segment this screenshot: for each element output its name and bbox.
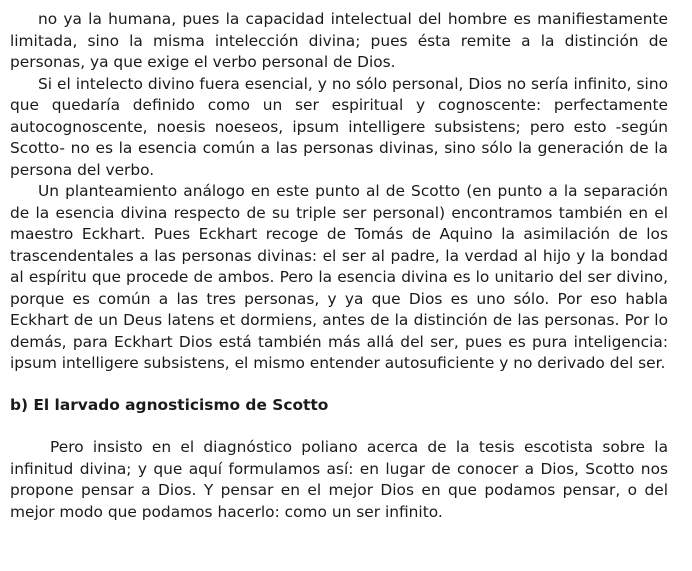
paragraph-3: Un planteamiento análogo en este punto al de Scotto (en punto a la separación de la esencia divina respecto de su triple ser personal) encontramos también en el maestro Eckhart. Pues Eckhart recoge de Tomás de Aquino la asimilación de los trascendentales a las personas divinas: el ser al padre, la verdad al hijo y la bondad al espíritu que procede de ambos. Pero la esencia divina es lo unitario del ser divino, porque es común a las tres personas, y ya que Dios es uno sólo. Por eso habla Eckhart de un Deus latens et dormiens, antes de la distinción de las personas. Por lo demás, para Eckhart Dios está también más allá del ser, pues es pura inteligencia: ipsum intelligere subsistens, el mismo entender autosuficiente y no derivado del ser. <box>10 182 668 372</box>
paragraph-2: Si el intelecto divino fuera esencial, y no sólo personal, Dios no sería infinito, sino que quedaría definido como un ser espiritual y cognoscente: perfectamente autocognoscente, noesis noeseos, ipsum intelligere subsistens; pero esto -según Scotto- no es la esencia común a las personas divinas, sino sólo la generación de la persona del verbo. <box>10 74 668 179</box>
document-page <box>10 9 668 523</box>
paragraph-1: no ya la humana, pues la capacidad intelectual del hombre es manifiestamente limitada, sino la misma intelección divina; pues ésta remite a la distinción de personas, ya que exige el verbo personal de Dios. <box>10 10 668 71</box>
section-paragraph: Pero insisto en el diagnóstico poliano acerca de la tesis escotista sobre la infinitud divina; y que aquí formulamos así: en lugar de conocer a Dios, Scotto nos propone pensar a Dios. Y pensar en el mejor Dios en que podamos pensar, o del mejor modo que podamos hacerlo: como un ser infinito. <box>10 438 668 521</box>
section-heading: b) El larvado agnosticismo de Scotto <box>10 395 329 414</box>
